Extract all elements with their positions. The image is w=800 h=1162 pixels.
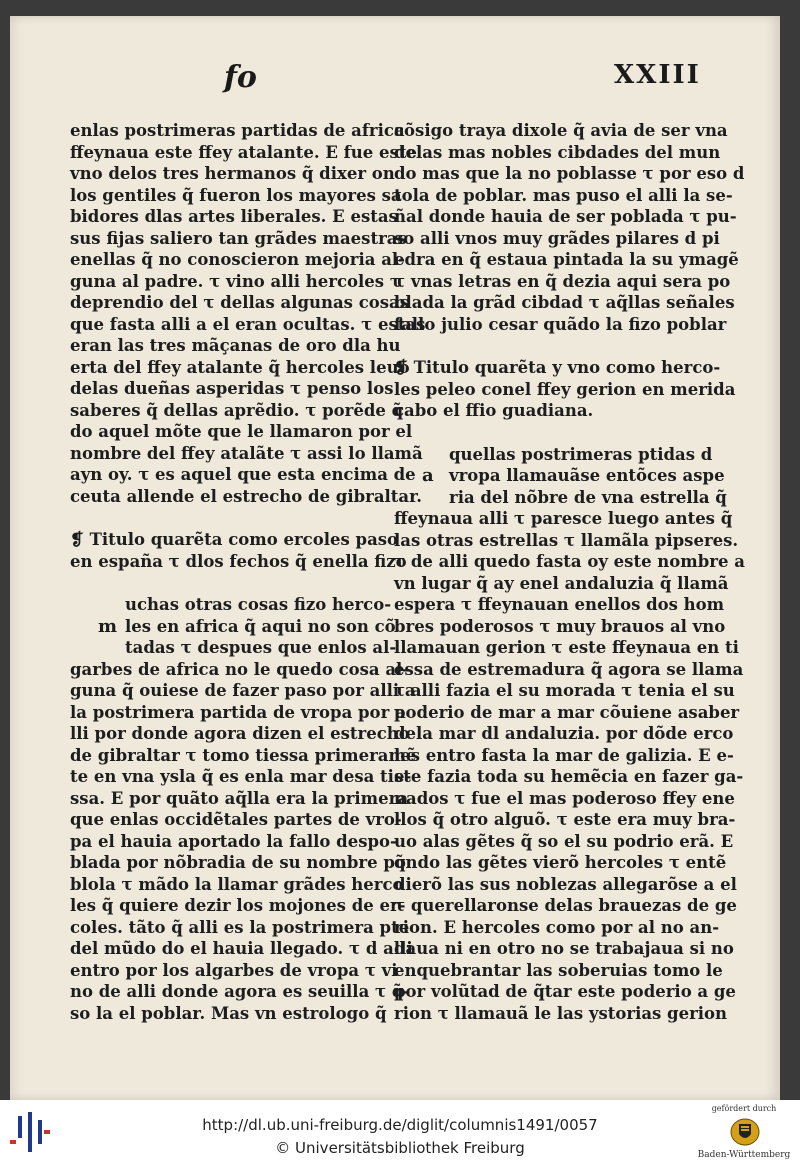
text-line: erta del ffey atalante q̃ hercoles leuo	[70, 357, 410, 377]
text-line: poderio de mar a mar cõuiene asaber	[394, 702, 740, 722]
text-line: so alli vnos muy grãdes pilares d pi	[394, 228, 720, 248]
text-line: delas dueñas asperidas τ penso los	[70, 379, 394, 398]
initial-text-line	[394, 465, 725, 487]
initial-capital: m	[98, 615, 118, 637]
initial-text-line	[394, 487, 727, 509]
text-line: la postrimera partida de vropa por a	[70, 702, 406, 722]
text-line: do aquel mõte que le llamaron por el	[70, 422, 413, 441]
paragraph-gap	[394, 335, 694, 357]
text-line: blola τ mãdo la llamar grãdes herco	[70, 874, 404, 894]
text-line: τ querellaronse delas brauezas de ge	[394, 896, 737, 915]
text-line: nombre del ffey atalãte τ assi lo llamã	[70, 443, 423, 463]
text-line: do mas que la no poblasse τ por eso d	[394, 164, 745, 183]
text-line: garbes de africa no le quedo cosa al-	[70, 659, 410, 679]
text-line: enquebrantar las soberuias tomo le	[394, 960, 723, 980]
text-line: les q̃ quiere dezir los mojones de er-	[70, 896, 406, 915]
text-line: deprendio del τ dellas algunas cosas	[70, 293, 410, 312]
text-line: saberes q̃ dellas aprẽdio. τ porẽde q̃	[70, 400, 404, 420]
text-line: ffeynaua este ffey atalante. E fue este	[70, 142, 417, 162]
text-line: ❡ Titulo quarẽta como ercoles paso	[70, 530, 399, 549]
footer-url-link[interactable]: http://dl.ub.uni-freiburg.de/diglit/columnis1491/0057	[202, 1116, 598, 1134]
text-line: guna q̃ ouiese de fazer paso por alli a	[70, 681, 416, 700]
text-line: so la el poblar. Mas vn estrologo q̃	[70, 1003, 387, 1023]
sponsor-top-text: gefördert durch	[711, 1104, 777, 1113]
text-line: pa el hauia aportado la fallo despo-	[70, 831, 397, 851]
text-line: daua ni en otro no se trabajaua si no	[394, 939, 734, 958]
text-line: essa de estremadura q̃ agora se llama	[394, 659, 744, 679]
book-page	[10, 16, 780, 1100]
text-line: vn lugar q̃ ay enel andaluzia q̃ llamã	[394, 573, 729, 593]
text-line: te en vna ysla q̃ es enla mar desa tie-	[70, 767, 412, 786]
text-line: del mũdo do el hauia llegado. τ d alli	[70, 939, 413, 958]
sponsor-badge	[694, 1104, 794, 1160]
initial-line-text: ria del nõbre de vna estrella q̃	[449, 487, 727, 507]
text-line: de gibraltar τ tomo tiessa primeramẽ	[70, 745, 417, 765]
text-line: los gentiles q̃ fueron los mayores sa	[70, 185, 402, 205]
text-line: enlas postrimeras partidas de africa	[70, 121, 405, 140]
text-line: llamauan gerion τ este ffeynaua en ti	[394, 638, 739, 657]
folio-number: XXIII	[614, 60, 701, 90]
text-line: entro por los algarbes de vropa τ vi	[70, 960, 398, 980]
sponsor-bottom-text: Baden-Württemberg	[697, 1150, 791, 1160]
text-line: ste fazia toda su hemẽcia en fazer ga-	[394, 767, 744, 786]
text-line: rion τ llamauã le las ystorias gerion	[394, 1003, 728, 1023]
text-line: dierõ las sus noblezas allegarõse a el	[394, 874, 737, 894]
left-column	[70, 120, 426, 1024]
text-line: cõsigo traya dixole q̃ avia de ser vna	[394, 121, 728, 140]
initial-text-line	[70, 637, 397, 659]
text-line: ñal donde hauia de ser poblada τ pu-	[394, 207, 737, 226]
viewer-footer	[0, 1100, 800, 1162]
text-line: edra en q̃ estaua pintada la su ymagẽ	[394, 250, 739, 269]
text-line: coles. tãto q̃ alli es la postrimera pte	[70, 917, 410, 937]
text-line: guna al padre. τ vino alli hercoles τ	[70, 271, 401, 291]
text-line: τ vnas letras en q̃ dezia aqui sera po	[394, 271, 731, 291]
text-line: τ de alli quedo fasta oy este nombre a	[394, 552, 745, 571]
text-line: nados τ fue el mas poderoso ffey ene	[394, 788, 735, 808]
text-line: ayn oy. τ es aquel que esta encima de	[70, 465, 416, 484]
text-line: q̃ndo las gẽtes vierõ hercoles τ entẽ	[394, 853, 727, 872]
initial-line-text: vropa llamauãse entõces aspe	[449, 466, 725, 485]
text-line: lli por donde agora dizen el estrecho	[70, 724, 410, 743]
initial-line-text: quellas postrimeras ptidas d	[449, 444, 713, 464]
text-line: por volũtad de q̃tar este poderio a ge	[394, 982, 736, 1001]
text-line: blada la grãd cibdad τ aq̃llas señales	[394, 293, 735, 312]
text-line: vno delos tres hermanos q̃ dixer on	[70, 164, 395, 183]
paragraph-gap	[394, 422, 694, 444]
text-line: les peleo conel ffey gerion en merida	[394, 379, 736, 399]
text-line: cabo el ffio guadiana.	[394, 401, 594, 420]
paragraph-gap	[70, 572, 370, 594]
text-line: enellas q̃ no conoscieron mejoria al-	[70, 250, 406, 269]
text-line: dela mar dl andaluzia. por dõde erco	[394, 724, 734, 743]
text-line: eran las tres mãçanas de oro dla hu	[70, 336, 401, 355]
text-line: uo alas gẽtes q̃ so el su podrio erã. E	[394, 831, 734, 851]
text-line: rion. E hercoles como por al no an-	[394, 917, 720, 937]
initial-line-text: uchas otras cosas fizo herco-	[125, 595, 392, 614]
text-line: espera τ ffeynauan enellos dos hom	[394, 595, 725, 614]
text-line: ceuta allende el estrecho de gibraltar.	[70, 486, 423, 506]
text-line: les entro fasta la mar de galizia. E e-	[394, 745, 734, 765]
text-line: ssa. E por quãto aq̃lla era la primera	[70, 788, 409, 808]
text-line: bidores dlas artes liberales. E estas	[70, 207, 398, 226]
initial-capital: a	[422, 465, 434, 486]
paragraph-gap	[70, 507, 370, 529]
text-line: no de alli donde agora es seuilla τ q̃-	[70, 982, 411, 1001]
text-line: que enlas occidẽtales partes de vro-	[70, 810, 402, 829]
text-line: blada por nõbradia de su nombre po	[70, 853, 406, 872]
text-line: ffeynaua alli τ paresce luego antes q̃	[394, 509, 733, 528]
initial-line-text: les en africa q̃ aqui no son cõ	[125, 616, 396, 636]
text-line: que fasta alli a el eran ocultas. τ estas	[70, 314, 426, 334]
footer-copyright: © Universitätsbibliothek Freiburg	[275, 1139, 525, 1157]
text-line: fallo julio cesar quãdo la fizo poblar	[394, 314, 727, 334]
text-line: llos q̃ otro alguõ. τ este era muy bra-	[394, 810, 736, 829]
text-line: bres poderosos τ muy brauos al vno	[394, 616, 726, 636]
text-line: las otras estrellas τ llamãla pipseres.	[394, 530, 739, 550]
initial-text-line	[394, 444, 713, 466]
text-line: τ alli fazia el su morada τ tenia el su	[394, 681, 735, 700]
text-line: en españa τ dlos fechos q̃ enella fizo	[70, 551, 407, 571]
initial-text-line	[70, 615, 396, 638]
right-column	[394, 120, 745, 1024]
text-line: delas mas nobles cibdades del mun	[394, 142, 721, 162]
text-line: sus fijas saliero tan grãdes maestras	[70, 228, 407, 248]
coat-of-arms-icon	[730, 1118, 760, 1146]
text-line: tola de poblar. mas puso el alli la se-	[394, 185, 733, 205]
initial-line-text: tadas τ despues que enlos al-	[125, 638, 397, 657]
initial-text-line	[70, 594, 392, 616]
text-line: ❡ Titulo quarẽta y vno como herco-	[394, 358, 721, 377]
folio-word: fo	[224, 60, 257, 95]
